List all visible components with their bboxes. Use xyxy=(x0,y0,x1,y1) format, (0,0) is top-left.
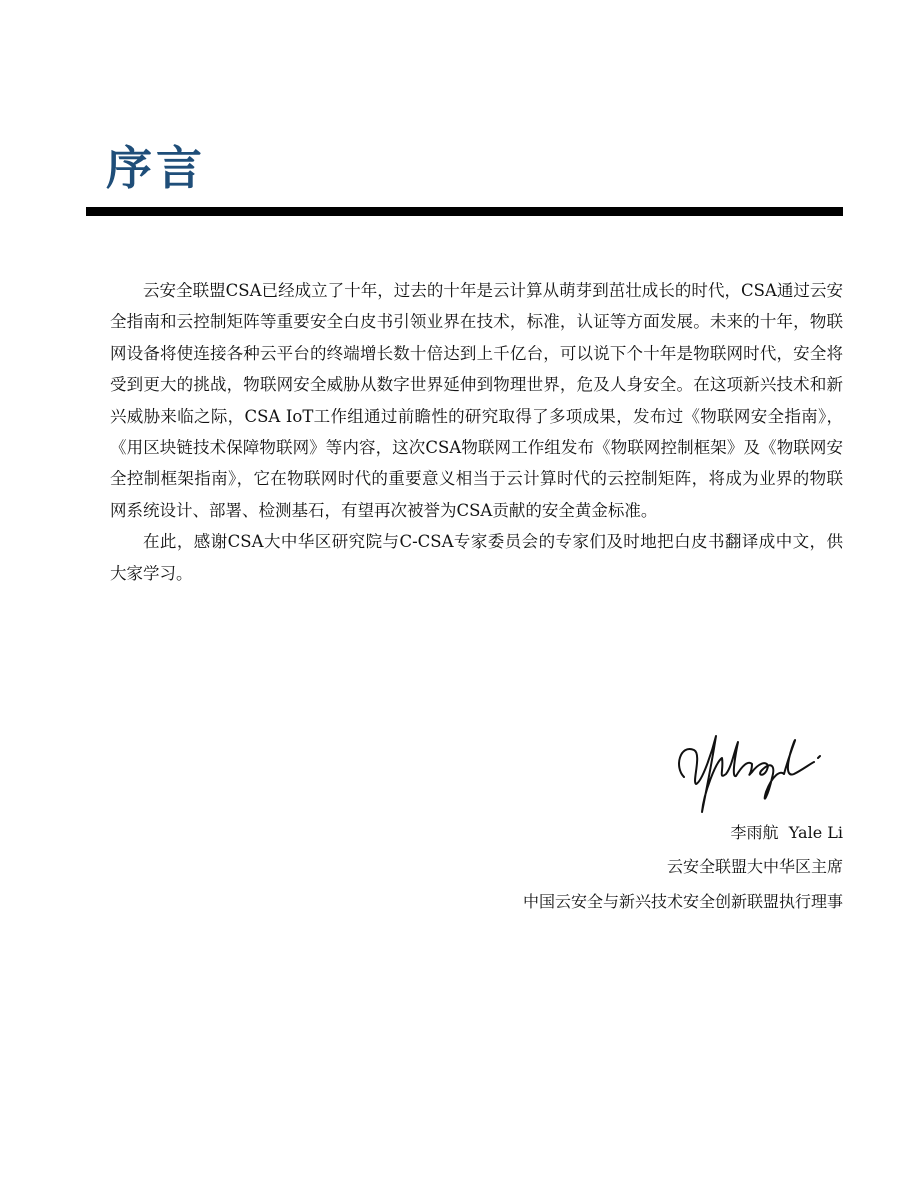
signatory-title: 云安全联盟大中华区主席 xyxy=(666,857,843,876)
handwritten-signature xyxy=(672,722,832,817)
preface-body xyxy=(110,275,843,589)
signatory-name: 李雨航 Yale Li xyxy=(730,823,843,842)
paragraph: 在此，感谢CSA大中华区研究院与C-CSA专家委员会的专家们及时地把白皮书翻译成中文，供大家学习。 xyxy=(110,532,843,583)
signatory-title: 中国云安全与新兴技术安全创新联盟执行理事 xyxy=(522,892,843,911)
page-title: 序言 xyxy=(106,141,206,195)
paragraph: 云安全联盟CSA已经成立了十年，过去的十年是云计算从萌芽到茁壮成长的时代，CSA通过云安全指南和云控制矩阵等重要安全白皮书引领业界在技术，标准，认证等方面发展。未来的十年，物联网设备将使连接各种云平台的终端增长数十倍达到上千亿台，可以说下个十年是物联网时代，安全将受到更大的挑战，物联网安全威胁从数字世界延伸到物理世界，危及人身安全。在这项新兴技术和新兴威胁来临之际，CSA IoT工作组通过前瞻性的研究取得了多项成果，发布过《物联网安全指南》，《用区块链技术保障物联网》等内容，这次CSA物联网工作组发布《物联网控制框架》及《物联网安全控制框架指南》，它在物联网时代的重要意义相当于云计算时代的云控制矩阵，将成为业界的物联网系统设计、部署、检测基石，有望再次被誉为CSA贡献的安全黄金标准。 xyxy=(110,281,843,520)
title-divider xyxy=(86,207,843,216)
